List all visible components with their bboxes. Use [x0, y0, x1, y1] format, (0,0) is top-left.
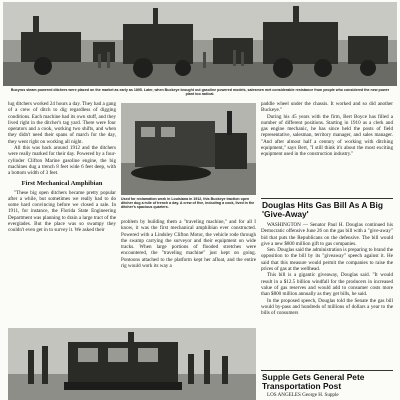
top-photo-steam-ditchers [3, 2, 397, 86]
amphibian-machine-illustration [8, 328, 256, 400]
douglas-para-3: This bill is a gigantic giveaway, Douglas said. "It would result in a $12.5 billion windfall for the producers in increased value of gas reserves and would add to consumer costs more than $800 million annually as they get bills, he said. [261, 272, 393, 298]
douglas-para-4: In the proposed speech, Douglas told the Senate the gas bill would by-pass and hundreds of millions of dollars a year to the bills of consumers [261, 297, 393, 317]
douglas-para-1: WASHINGTON — Senator Paul H. Douglas continued his Democratic offensive June 26 on the gas bill with a "give-away" bid that puts the Republicans on the defensive. The bill would give a new $800 million gift to gas companies. [261, 222, 393, 247]
middle-photo-caption: Used for reclamation work in Louisiana in 1912, this Buckeye traction open ditcher dug a mile of trench a day. A crew of five, including a cook, lived in the ditcher's spacious quarters. [121, 197, 255, 210]
supple-article [261, 392, 393, 398]
douglas-top-rule [261, 198, 393, 199]
column-1 [8, 101, 116, 234]
traction-ditcher-illustration [121, 103, 256, 195]
col3-para-2: During his 45 years with the firm, Bert Boyce has filled a number of different positions. Starting in 1910 as a clerk and gas engine mechanic, he has since held the posts of field representative, salesman, territory manager, and sales manager. "And after almost half a century of working with ditching equipment," says Bert, "I still think it's about the most exciting equipment used in the construction industry." [261, 113, 393, 158]
supple-top-rule [261, 370, 393, 371]
supple-headline: Supple Gets General Pete Transportation Post [262, 372, 365, 392]
douglas-headline: Douglas Hits Gas Bill As A Big 'Give-Away' [262, 200, 383, 220]
column-3-top [261, 101, 393, 158]
douglas-para-2: Sen. Douglas said the administration is preparing to brand the opposition to the bill by its "giveaway" speech against it. He said that this measure would permit the companies to raise the prices of gas at the wellhead. [261, 247, 393, 273]
col1-para-2: All this was back around 1912 and the ditchers were really marked for their day. Powered by a four-cylinder Clifton Marine gasoline engine, the big machines dug a trench 8 feet wide 6 feet deep, with a bottom width of 3 feet. [8, 145, 116, 177]
col2-para-1: problem by building them a "traveling machine," and for all I know, it was the first mechanical amphibian ever constructed. Powered with a Lindsley Clifton Motor, the vehicle rode through the swamp carrying the surveyor and their equipment on wide tracks. When large portions of flooded stretches were encountered, the "traveling machine" just kept on going. Pontoons attached to the platform kept her afloat, and the entire rig would work its way a [121, 219, 256, 270]
steam-ditcher-illustration [3, 2, 397, 86]
supple-para-1: LOS ANGELES George H. Supple [267, 392, 339, 398]
col1-subhead: First Mechanical Amphibian [21, 179, 103, 187]
col3-para-1: paddle wheel under the chassis. It worked and so did another Buckeye." [261, 101, 393, 114]
bottom-photo-amphibian [8, 328, 256, 400]
douglas-article [261, 222, 393, 316]
column-2 [121, 219, 256, 269]
col1-para-3: "These big open ditchers became pretty popular after a while, but sometimes we really had to do some hard convincing before we closed a sale. In 1911, for instance, the Florida State Engineering Department was planning to drain a large tract of the everglades. But the place was so swampy they couldn't even get in to survey it. We asked their [8, 189, 116, 234]
middle-photo-traction-ditcher [121, 103, 256, 195]
top-photo-caption: Bucyrus steam powered ditchers were placed on the market as early as 1895. Later, when Buckeye brought out gasoline powered models, salesmen met considerable resistance from people who considered the new power plant too radical. [10, 88, 390, 97]
col1-para-1: lug ditchers worked 24 hours a day. They had a gang of a crew of ditch to dig regardless of digging conditions. Each machine had its own stuff, and they lived right in the ditcher's tag yard. There were four operators and a cook, working two shifts, and when they didn't need their spans of march for the day, they went right on working all night. [8, 101, 116, 145]
